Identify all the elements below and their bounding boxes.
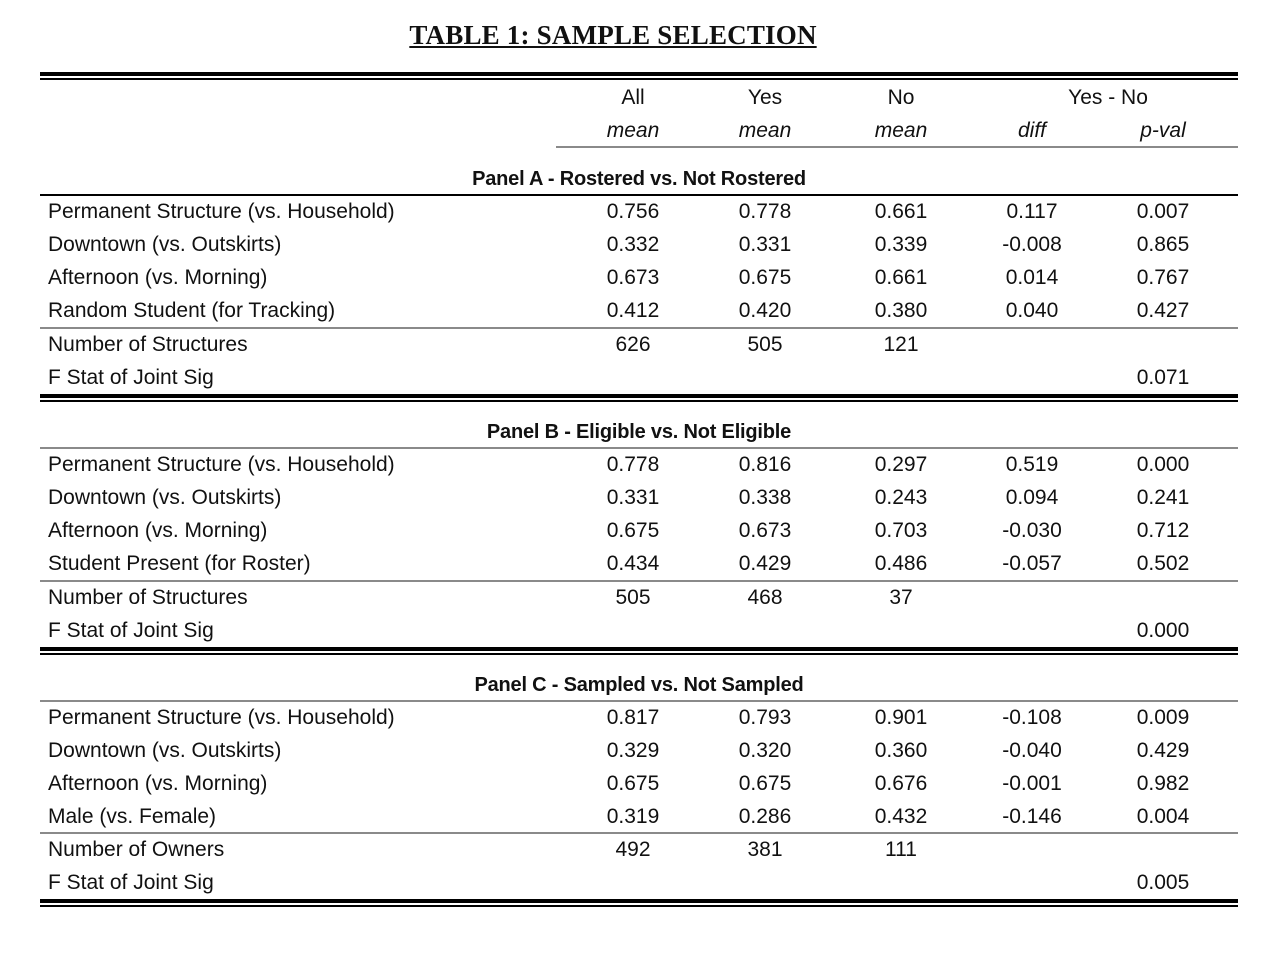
cell-no: 0.661	[874, 200, 928, 223]
panel-a-bottom-double-rule	[40, 394, 1238, 402]
row-label: Random Student (for Tracking)	[48, 299, 336, 322]
panel-a-divider	[40, 327, 1238, 329]
panel-a-fstat-label: F Stat of Joint Sig	[48, 366, 214, 389]
cell-pval: 0.429	[1136, 739, 1190, 762]
row-label: Downtown (vs. Outskirts)	[48, 739, 282, 762]
cell-yes: 0.420	[738, 299, 792, 322]
col-header-yes: Yes	[747, 86, 783, 109]
row-label: Student Present (for Roster)	[48, 552, 311, 575]
cell-all: 0.412	[606, 299, 660, 322]
row-label: Male (vs. Female)	[48, 805, 217, 828]
col-header-yes-no: Yes - No	[1068, 86, 1148, 109]
cell-no: 0.380	[874, 299, 928, 322]
cell-pval: 0.004	[1136, 805, 1190, 828]
cell-yes: 0.816	[738, 453, 792, 476]
panel-a-rule	[40, 194, 1238, 196]
cell-yes: 0.338	[738, 486, 792, 509]
cell-pval: 0.009	[1136, 706, 1190, 729]
cell-diff: 0.094	[1005, 486, 1059, 509]
cell-no: 0.703	[874, 519, 928, 542]
cell-pval: 0.427	[1136, 299, 1190, 322]
cell-pval: 0.000	[1136, 453, 1190, 476]
cell-no: 0.243	[874, 486, 928, 509]
col-sub-all: mean	[606, 119, 660, 142]
panel-b-count-yes: 468	[747, 586, 783, 609]
row-label: Downtown (vs. Outskirts)	[48, 486, 282, 509]
panel-c-divider	[40, 832, 1238, 834]
panel-c-title: Panel C - Sampled vs. Not Sampled	[474, 674, 804, 696]
col-header-all: All	[621, 86, 645, 109]
panel-b-fstat-label: F Stat of Joint Sig	[48, 619, 214, 642]
cell-yes: 0.675	[738, 772, 792, 795]
panel-b-bottom-double-rule	[40, 647, 1238, 655]
cell-diff: -0.030	[1002, 519, 1062, 542]
cell-yes: 0.331	[738, 233, 792, 256]
cell-diff: -0.008	[1002, 233, 1062, 256]
cell-all: 0.331	[606, 486, 660, 509]
cell-yes: 0.778	[738, 200, 792, 223]
cell-diff: -0.001	[1002, 772, 1062, 795]
bottom-double-rule	[40, 899, 1238, 907]
row-label: Afternoon (vs. Morning)	[48, 519, 268, 542]
cell-diff: 0.117	[1006, 200, 1058, 223]
cell-no: 0.661	[874, 266, 928, 289]
cell-all: 0.673	[606, 266, 660, 289]
panel-c-count-label: Number of Owners	[48, 838, 225, 861]
top-double-rule	[40, 72, 1238, 80]
cell-diff: 0.040	[1005, 299, 1059, 322]
panel-b-rule	[40, 447, 1238, 449]
cell-no: 0.360	[874, 739, 928, 762]
cell-diff: -0.057	[1002, 552, 1062, 575]
cell-diff: 0.014	[1005, 266, 1059, 289]
cell-pval: 0.241	[1136, 486, 1190, 509]
cell-pval: 0.712	[1136, 519, 1190, 542]
cell-no: 0.339	[874, 233, 928, 256]
cell-yes: 0.320	[738, 739, 792, 762]
panel-c-count-no: 111	[885, 838, 917, 861]
panel-c-fstat-pval: 0.005	[1136, 871, 1190, 894]
cell-no: 0.432	[874, 805, 928, 828]
col-header-no: No	[887, 86, 915, 109]
row-label: Permanent Structure (vs. Household)	[48, 453, 395, 476]
panel-a-count-yes: 505	[747, 333, 783, 356]
col-sub-pval: p-val	[1140, 119, 1186, 142]
cell-all: 0.675	[606, 772, 660, 795]
panel-a-count-all: 626	[615, 333, 651, 356]
col-sub-yes: mean	[738, 119, 792, 142]
cell-pval: 0.865	[1136, 233, 1190, 256]
cell-all: 0.332	[606, 233, 660, 256]
row-label: Permanent Structure (vs. Household)	[48, 706, 395, 729]
panel-c-rule	[40, 700, 1238, 702]
cell-pval: 0.007	[1136, 200, 1190, 223]
cell-yes: 0.793	[738, 706, 792, 729]
cell-no: 0.297	[874, 453, 928, 476]
panel-b-title: Panel B - Eligible vs. Not Eligible	[486, 421, 792, 443]
cell-all: 0.434	[606, 552, 660, 575]
cell-yes: 0.675	[738, 266, 792, 289]
cell-all: 0.756	[606, 200, 660, 223]
panel-b-fstat-pval: 0.000	[1136, 619, 1190, 642]
panel-b-count-no: 37	[889, 586, 913, 609]
row-label: Afternoon (vs. Morning)	[48, 266, 268, 289]
row-label: Afternoon (vs. Morning)	[48, 772, 268, 795]
cell-no: 0.901	[874, 706, 928, 729]
cell-pval: 0.982	[1136, 772, 1190, 795]
row-label: Permanent Structure (vs. Household)	[48, 200, 395, 223]
cell-no: 0.676	[874, 772, 928, 795]
cell-all: 0.319	[606, 805, 660, 828]
row-label: Downtown (vs. Outskirts)	[48, 233, 282, 256]
cell-all: 0.778	[606, 453, 660, 476]
panel-c-count-all: 492	[615, 838, 651, 861]
cell-diff: -0.108	[1002, 706, 1062, 729]
cell-yes: 0.673	[738, 519, 792, 542]
cell-pval: 0.502	[1136, 552, 1190, 575]
panel-a-fstat-pval: 0.071	[1136, 366, 1190, 389]
header-underline	[556, 146, 1238, 148]
panel-c-count-yes: 381	[747, 838, 783, 861]
cell-diff: 0.519	[1005, 453, 1059, 476]
cell-yes: 0.286	[738, 805, 792, 828]
panel-b-count-label: Number of Structures	[48, 586, 248, 609]
table-title: TABLE 1: SAMPLE SELECTION	[409, 20, 817, 50]
panel-a-count-label: Number of Structures	[48, 333, 248, 356]
cell-all: 0.817	[606, 706, 660, 729]
cell-pval: 0.767	[1136, 266, 1190, 289]
cell-no: 0.486	[874, 552, 928, 575]
cell-diff: -0.040	[1002, 739, 1062, 762]
panel-a-title: Panel A - Rostered vs. Not Rostered	[472, 168, 806, 190]
col-sub-no: mean	[874, 119, 928, 142]
panel-a-count-no: 121	[883, 333, 919, 356]
cell-diff: -0.146	[1002, 805, 1062, 828]
cell-all: 0.329	[606, 739, 660, 762]
panel-c-fstat-label: F Stat of Joint Sig	[48, 871, 214, 894]
col-sub-diff: diff	[1017, 119, 1046, 142]
panel-b-divider	[40, 580, 1238, 582]
cell-yes: 0.429	[738, 552, 792, 575]
cell-all: 0.675	[606, 519, 660, 542]
panel-b-count-all: 505	[615, 586, 651, 609]
